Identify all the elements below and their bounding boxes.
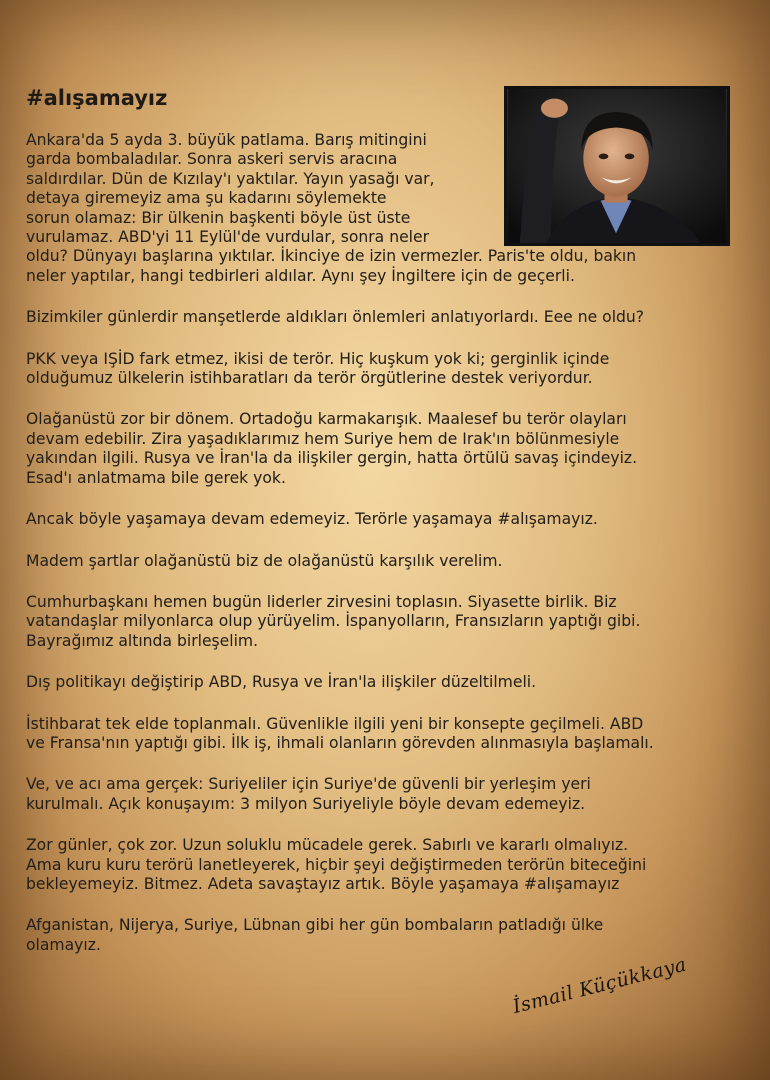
- article-paragraph: [26, 552, 744, 571]
- paragraph-line: oldu? Dünyayı başlarına yıktılar. İkinciye de izin vermezler. Paris'te oldu, bakın: [26, 247, 637, 266]
- article-paragraph: [26, 836, 744, 894]
- article-paragraph: [26, 673, 744, 692]
- paragraph-line: kurulmalı. Açık konuşayım: 3 milyon Suriyeliyle böyle devam edemeyiz.: [26, 794, 586, 813]
- paragraph-line: saldırdılar. Dün de Kızılay'ı yaktılar. Yayın yasağı var,: [26, 169, 435, 188]
- paragraph-line: PKK veya IŞİD fark etmez, ikisi de terör. Hiç kuşkum yok ki; gerginlik içinde: [26, 349, 610, 368]
- paragraph-line: sorun olamaz: Bir ülkenin başkenti böyle üst üste: [26, 208, 411, 227]
- paragraph-line: bekleyemeyiz. Bitmez. Adeta savaştayız artık. Böyle yaşamaya #alışamayız: [26, 874, 620, 893]
- paragraph-line: yakından ilgili. Rusya ve İran'la da ilişkiler gergin, hatta örtülü savaş içindeyiz.: [26, 449, 638, 468]
- paragraph-line: Cumhurbaşkanı hemen bugün liderler zirvesini toplasın. Siyasette birlik. Biz: [26, 592, 617, 611]
- paragraph-line: vurulamaz. ABD'yi 11 Eylül'de vurdular, sonra neler: [26, 228, 430, 247]
- paragraph-line: İstihbarat tek elde toplanmalı. Güvenlikle ilgili yeni bir konsepte geçilmeli. ABD: [26, 714, 644, 733]
- paragraph-line: Madem şartlar olağanüstü biz de olağanüstü karşılık verelim.: [26, 551, 503, 570]
- article-paragraph: [26, 308, 744, 327]
- article-paragraph: [26, 510, 744, 529]
- paragraph-line: detaya giremeyiz ama şu kadarını söylemekte: [26, 189, 387, 208]
- article-paragraph: [26, 350, 744, 389]
- paragraph-line: Dış politikayı değiştirip ABD, Rusya ve İran'la ilişkiler düzeltilmeli.: [26, 673, 537, 692]
- paragraph-line: Bayrağımız altında birleşelim.: [26, 631, 259, 650]
- paragraph-line: garda bombaladılar. Sonra askeri servis aracına: [26, 150, 398, 169]
- author-signature: İsmail Küçükkaya: [510, 953, 689, 1018]
- article-body: [26, 131, 744, 977]
- article-paragraph: [26, 593, 744, 651]
- page-title: #alışamayız: [26, 86, 168, 110]
- paragraph-line: Ama kuru kuru terörü lanetleyerek, hiçbir şeyi değiştirmeden terörün biteceğini: [26, 855, 647, 874]
- paragraph-line: Bizimkiler günlerdir manşetlerde aldıkları önlemleri anlatıyorlardı. Eee ne oldu?: [26, 308, 645, 327]
- article-paragraph: [26, 775, 744, 814]
- paragraph-line: neler yaptılar, hangi tedbirleri aldılar. Aynı şey İngiltere için de geçerli.: [26, 266, 575, 285]
- paragraph-line: Ancak böyle yaşamaya devam edemeyiz. Terörle yaşamaya #alışamayız.: [26, 510, 598, 529]
- article-paragraph: [26, 715, 744, 754]
- paragraph-line: Olağanüstü zor bir dönem. Ortadoğu karmakarışık. Maalesef bu terör olayları: [26, 410, 627, 429]
- paragraph-line: Afganistan, Nijerya, Suriye, Lübnan gibi her gün bombaların patladığı ülke: [26, 916, 604, 935]
- paragraph-line: olamayız.: [26, 935, 101, 954]
- paragraph-line: vatandaşlar milyonlarca olup yürüyelim. İspanyolların, Fransızların yaptığı gibi.: [26, 612, 641, 631]
- paragraph-line: Ve, ve acı ama gerçek: Suriyeliler için Suriye'de güvenli bir yerleşim yeri: [26, 775, 591, 794]
- article-paragraph: [26, 131, 744, 286]
- paragraph-line: olduğumuz ülkelerin istihbaratları da terör örgütlerine destek veriyordur.: [26, 369, 593, 388]
- article-paragraph: [26, 410, 744, 488]
- paragraph-line: Ankara'da 5 ayda 3. büyük patlama. Barış mitingini: [26, 131, 427, 149]
- paragraph-line: ve Fransa'nın yaptığı gibi. İlk iş, ihmali olanların görevden alınmasıyla başlamalı.: [26, 733, 654, 752]
- paragraph-line: Zor günler, çok zor. Uzun soluklu mücadele gerek. Sabırlı ve kararlı olmalıyız.: [26, 836, 629, 855]
- paragraph-line: Esad'ı anlatmama bile gerek yok.: [26, 468, 286, 487]
- paragraph-line: devam edebilir. Zira yaşadıklarımız hem Suriye hem de Irak'ın bölünmesiyle: [26, 429, 620, 448]
- article-paragraph: [26, 916, 744, 955]
